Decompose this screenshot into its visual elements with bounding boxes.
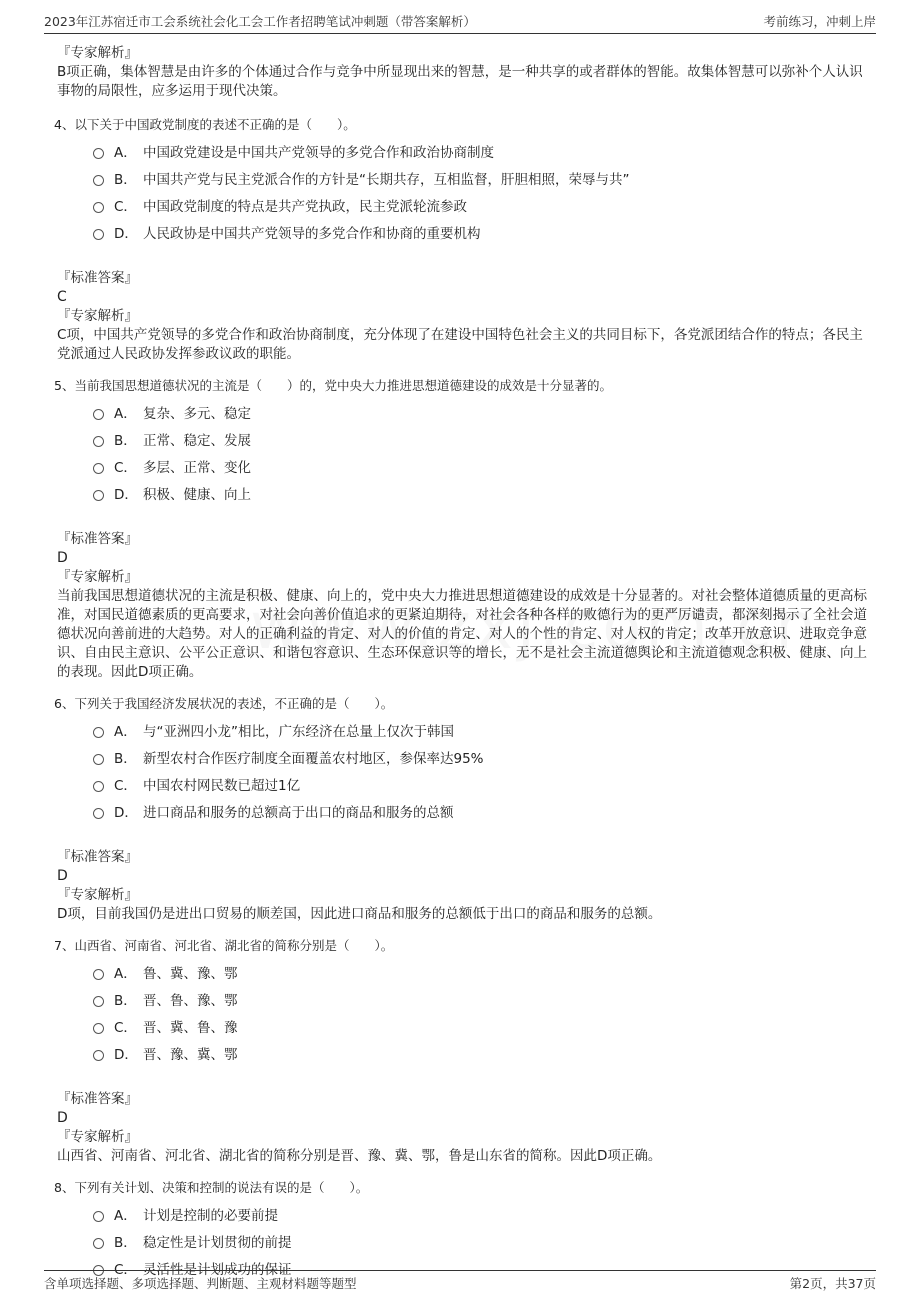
option-text: 灵活性是计划成功的保证 bbox=[143, 1261, 292, 1278]
radio-circle-icon[interactable] bbox=[93, 1211, 104, 1222]
option-letter: C． bbox=[114, 1019, 137, 1036]
option-letter: D． bbox=[114, 486, 138, 503]
radio-circle-icon[interactable] bbox=[93, 727, 104, 738]
radio-circle-icon[interactable] bbox=[93, 436, 104, 447]
option-text: 晋、冀、鲁、豫 bbox=[143, 1019, 238, 1036]
radio-circle-icon[interactable] bbox=[93, 808, 104, 819]
question-block bbox=[54, 1178, 870, 1281]
question-block bbox=[54, 115, 870, 364]
radio-circle-icon[interactable] bbox=[93, 781, 104, 792]
option-text: 正常、稳定、发展 bbox=[143, 432, 251, 449]
option-text: 进口商品和服务的总额高于出口的商品和服务的总额 bbox=[143, 804, 454, 821]
expert-label: 『专家解析』 bbox=[57, 45, 138, 61]
question-list bbox=[54, 115, 870, 1281]
option-item[interactable] bbox=[93, 452, 870, 479]
option-letter: D． bbox=[114, 804, 138, 821]
option-letter: A． bbox=[114, 144, 137, 161]
option-text: 中国农村网民数已超过1亿 bbox=[143, 777, 301, 794]
radio-circle-icon[interactable] bbox=[93, 969, 104, 980]
page-footer bbox=[44, 1270, 876, 1294]
option-text: 新型农村合作医疗制度全面覆盖农村地区，参保率达95% bbox=[143, 750, 484, 767]
option-list bbox=[93, 958, 870, 1066]
option-text: 复杂、多元、稳定 bbox=[143, 405, 251, 422]
option-letter: B． bbox=[114, 992, 137, 1009]
option-item[interactable] bbox=[93, 1227, 870, 1254]
question-stem: 8、下列有关计划、决策和控制的说法有误的是（ ）。 bbox=[54, 1180, 369, 1195]
option-list bbox=[93, 137, 870, 245]
option-letter: A． bbox=[114, 405, 137, 422]
option-item[interactable] bbox=[93, 1200, 870, 1227]
expert-label: 『专家解析』 bbox=[57, 1129, 138, 1145]
question-stem: 5、当前我国思想道德状况的主流是（ ）的，党中央大力推进思想道德建设的成效是十分显著的。 bbox=[54, 378, 612, 393]
option-letter: C． bbox=[114, 459, 137, 476]
page-number: 第2页，共37页 bbox=[789, 1275, 876, 1291]
option-text: 鲁、冀、豫、鄂 bbox=[143, 965, 238, 982]
option-list bbox=[93, 1200, 870, 1281]
expert-text: 当前我国思想道德状况的主流是积极、健康、向上的，党中央大力推进思想道德建设的成效是十分显著的。对社会整体道德质量的更高标准，对国民道德素质的更高要求，对社会向善价值追求的更紧迫期待，对社会各种各样的败德行为的更严厉谴责，都深刻揭示了全社会道德状况向善前进的大趋势。对人的正确利益的肯定、对人的价值的肯定、对人的个性的肯定、对人权的肯定；改革开放意识、进取竞争意识、自由民主意识、公平公正意识、和谐包容意识、生态环保意识等的增长，无不是社会主流道德舆论和主流道德观念积极、健康、向上的表现。因此D项正确。 bbox=[57, 588, 867, 680]
option-item[interactable] bbox=[93, 958, 870, 985]
expert-text: B项正确，集体智慧是由许多的个体通过合作与竞争中所显现出来的智慧，是一种共享的或者群体的智能。故集体智慧可以弥补个人认识事物的局限性，应多运用于现代决策。 bbox=[57, 64, 863, 99]
option-text: 中国共产党与民主党派合作的方针是“长期共存，互相监督，肝胆相照，荣辱与共” bbox=[143, 171, 630, 188]
answer-value: D bbox=[57, 550, 68, 566]
option-list bbox=[93, 398, 870, 506]
option-text: 与“亚洲四小龙”相比，广东经济在总量上仅次于韩国 bbox=[143, 723, 454, 740]
expert-text: 山西省、河南省、河北省、湖北省的简称分别是晋、豫、冀、鄂，鲁是山东省的简称。因此D项正确。 bbox=[57, 1148, 662, 1164]
option-item[interactable] bbox=[93, 479, 870, 506]
question-block bbox=[54, 694, 870, 924]
radio-circle-icon[interactable] bbox=[93, 1238, 104, 1249]
top-expert-block bbox=[57, 44, 870, 101]
option-text: 晋、鲁、豫、鄂 bbox=[143, 992, 238, 1009]
option-letter: A． bbox=[114, 1207, 137, 1224]
option-text: 积极、健康、向上 bbox=[143, 486, 251, 503]
option-letter: B． bbox=[114, 432, 137, 449]
option-text: 晋、豫、冀、鄂 bbox=[143, 1046, 238, 1063]
option-letter: C． bbox=[114, 777, 137, 794]
option-letter: B． bbox=[114, 171, 137, 188]
answer-label: 『标准答案』 bbox=[57, 531, 138, 547]
option-text: 中国政党制度的特点是共产党执政，民主党派轮流参政 bbox=[143, 198, 467, 215]
question-stem: 7、山西省、河南省、河北省、湖北省的简称分别是（ ）。 bbox=[54, 938, 394, 953]
option-item[interactable] bbox=[93, 716, 870, 743]
option-letter: D． bbox=[114, 1046, 138, 1063]
answer-value: C bbox=[57, 289, 67, 305]
option-item[interactable] bbox=[93, 985, 870, 1012]
option-text: 中国政党建设是中国共产党领导的多党合作和政治协商制度 bbox=[143, 144, 494, 161]
radio-circle-icon[interactable] bbox=[93, 1050, 104, 1061]
radio-circle-icon[interactable] bbox=[93, 463, 104, 474]
document-title: 2023年江苏宿迁市工会系统社会化工会工作者招聘笔试冲刺题（带答案解析） bbox=[44, 14, 476, 29]
radio-circle-icon[interactable] bbox=[93, 175, 104, 186]
radio-circle-icon[interactable] bbox=[93, 229, 104, 240]
option-item[interactable] bbox=[93, 797, 870, 824]
option-item[interactable] bbox=[93, 1039, 870, 1066]
option-item[interactable] bbox=[93, 137, 870, 164]
radio-circle-icon[interactable] bbox=[93, 490, 104, 501]
option-letter: B． bbox=[114, 1234, 137, 1251]
option-text: 人民政协是中国共产党领导的多党合作和协商的重要机构 bbox=[143, 225, 481, 242]
option-item[interactable] bbox=[93, 218, 870, 245]
option-list bbox=[93, 716, 870, 824]
option-item[interactable] bbox=[93, 191, 870, 218]
question-block bbox=[54, 376, 870, 682]
expert-label: 『专家解析』 bbox=[57, 887, 138, 903]
expert-text: C项，中国共产党领导的多党合作和政治协商制度，充分体现了在建设中国特色社会主义的共同目标下，各党派团结合作的特点；各民主党派通过人民政协发挥参政议政的职能。 bbox=[57, 327, 863, 362]
option-text: 稳定性是计划贯彻的前提 bbox=[143, 1234, 292, 1251]
expert-label: 『专家解析』 bbox=[57, 569, 138, 585]
option-letter: A． bbox=[114, 965, 137, 982]
option-text: 多层、正常、变化 bbox=[143, 459, 251, 476]
option-text: 计划是控制的必要前提 bbox=[143, 1207, 278, 1224]
option-letter: A． bbox=[114, 723, 137, 740]
option-letter: B． bbox=[114, 750, 137, 767]
option-item[interactable] bbox=[93, 164, 870, 191]
radio-circle-icon[interactable] bbox=[93, 148, 104, 159]
option-letter: C． bbox=[114, 198, 137, 215]
answer-label: 『标准答案』 bbox=[57, 1091, 138, 1107]
option-item[interactable] bbox=[93, 425, 870, 452]
radio-circle-icon[interactable] bbox=[93, 202, 104, 213]
answer-value: D bbox=[57, 868, 68, 884]
header-slogan: 考前练习，冲刺上岸 bbox=[763, 14, 876, 29]
answer-label: 『标准答案』 bbox=[57, 849, 138, 865]
option-item[interactable] bbox=[93, 1012, 870, 1039]
question-block bbox=[54, 936, 870, 1166]
answer-label: 『标准答案』 bbox=[57, 270, 138, 286]
option-item[interactable] bbox=[93, 398, 870, 425]
expert-label: 『专家解析』 bbox=[57, 308, 138, 324]
question-stem: 4、以下关于中国政党制度的表述不正确的是（ ）。 bbox=[54, 117, 356, 132]
page-content bbox=[54, 44, 870, 1281]
option-letter: D． bbox=[114, 225, 138, 242]
option-item[interactable] bbox=[93, 743, 870, 770]
page-header bbox=[44, 10, 876, 34]
question-stem: 6、下列关于我国经济发展状况的表述，不正确的是（ ）。 bbox=[54, 696, 394, 711]
radio-circle-icon[interactable] bbox=[93, 754, 104, 765]
radio-circle-icon[interactable] bbox=[93, 1023, 104, 1034]
radio-circle-icon[interactable] bbox=[93, 409, 104, 420]
radio-circle-icon[interactable] bbox=[93, 996, 104, 1007]
option-item[interactable] bbox=[93, 770, 870, 797]
option-letter: C． bbox=[114, 1261, 137, 1278]
answer-value: D bbox=[57, 1110, 68, 1126]
expert-text: D项，目前我国仍是进出口贸易的顺差国，因此进口商品和服务的总额低于出口的商品和服务的总额。 bbox=[57, 906, 662, 922]
footer-note: 含单项选择题、多项选择题、判断题、主观材料题等题型 bbox=[44, 1275, 357, 1291]
